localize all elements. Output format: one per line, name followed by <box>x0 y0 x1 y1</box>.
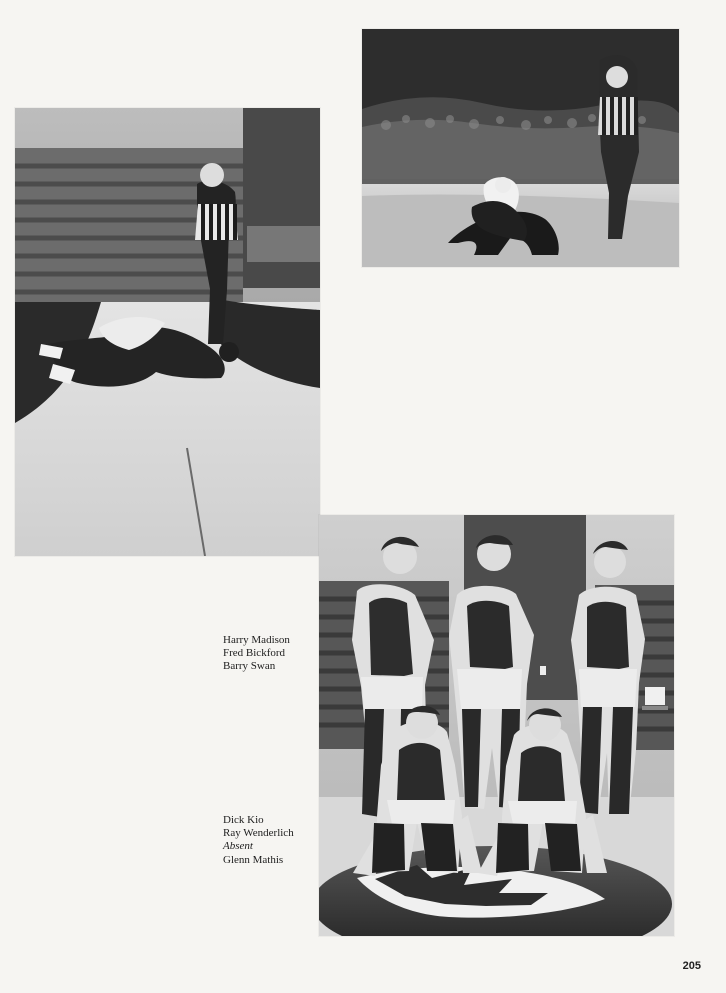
caption-top-names <box>223 634 290 674</box>
caption-top-name-2: Fred Bickford <box>223 647 286 660</box>
caption-bottom-absent-label: Absent <box>223 840 253 853</box>
wrestling-team-photo <box>319 515 674 936</box>
wrestling-match-photo-left <box>15 108 320 556</box>
caption-top-name-1: Harry Madison <box>223 634 290 646</box>
page-number: 205 <box>682 960 701 972</box>
wrestling-match-photo-top-right <box>362 29 679 267</box>
caption-bottom-name-1: Dick Kio <box>223 814 264 826</box>
caption-top-name-3: Barry Swan <box>223 660 276 673</box>
caption-bottom-names <box>223 814 294 867</box>
caption-bottom-name-3: Glenn Mathis <box>223 853 284 866</box>
caption-bottom-name-2: Ray Wenderlich <box>223 827 294 840</box>
